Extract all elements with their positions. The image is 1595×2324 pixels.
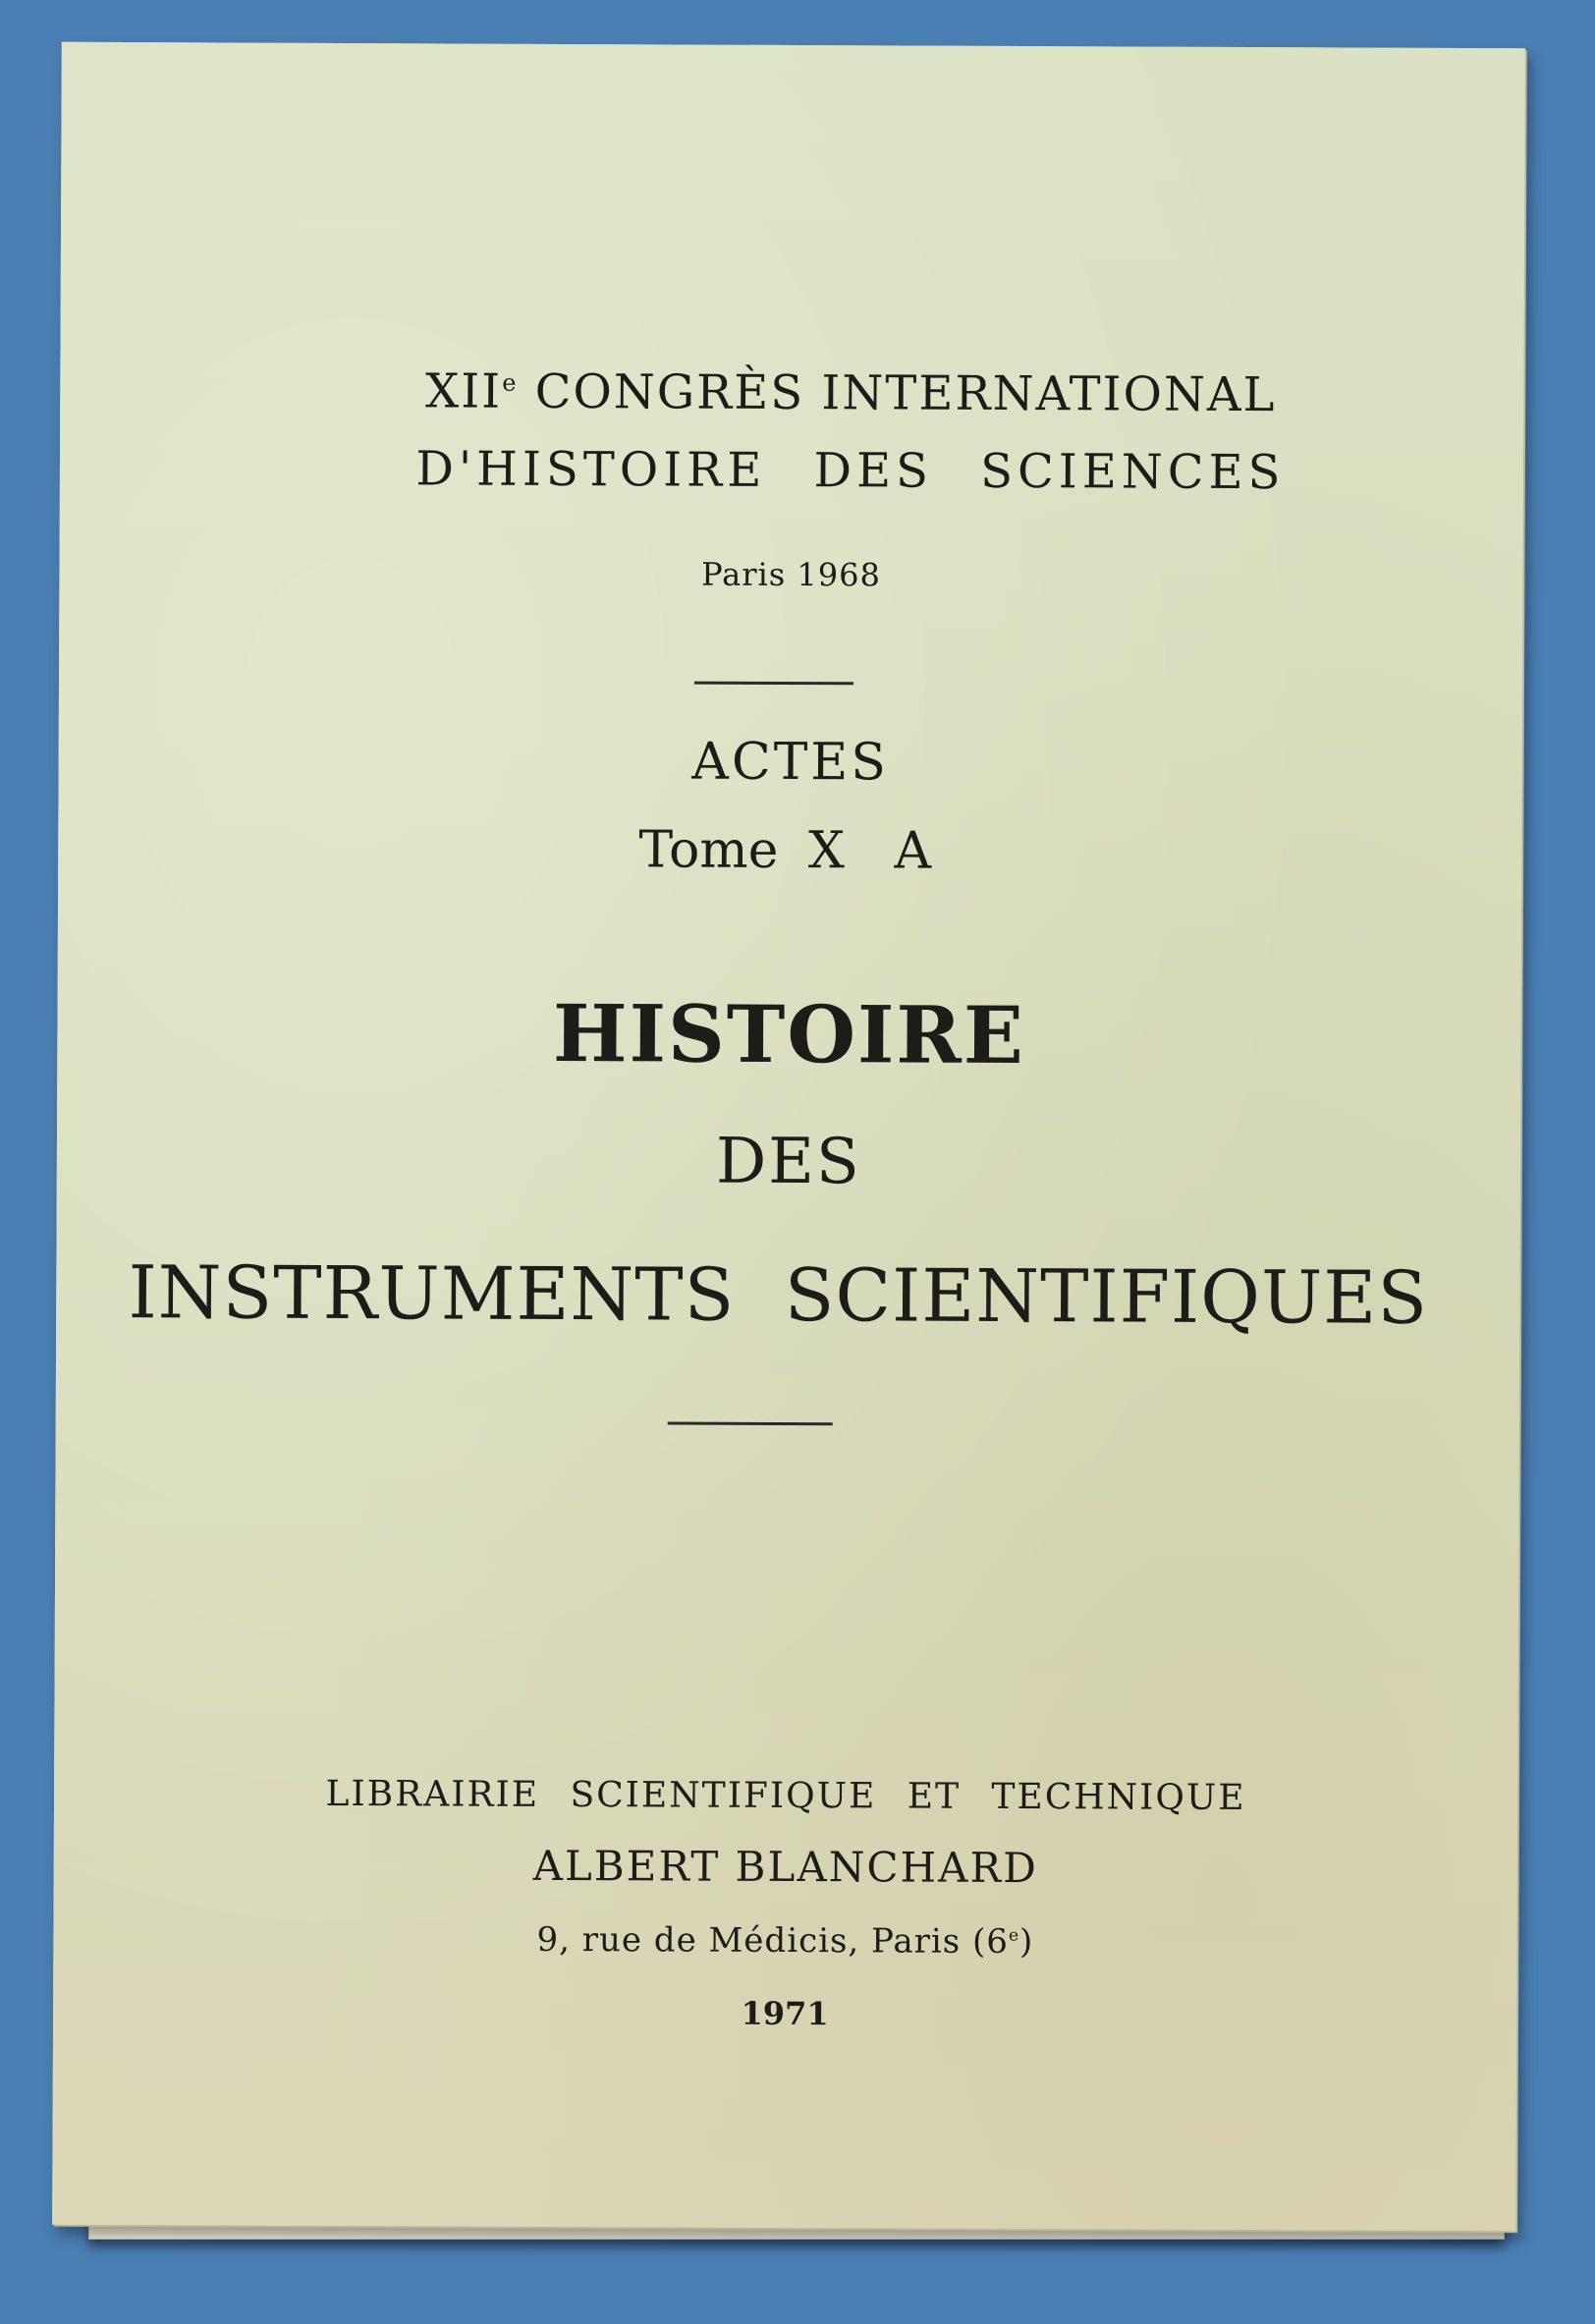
tome-number: X A (807, 821, 942, 881)
divider-rule-top (694, 682, 853, 686)
publication-year: 1971 (741, 1994, 829, 2033)
congress-name: CONGRÈS INTERNATIONAL (534, 363, 1277, 423)
tome-label: Tome (638, 820, 779, 880)
congress-title-line-1 (119, 362, 1582, 424)
book-title-line-2: DES (715, 1125, 861, 1199)
tome-line (58, 818, 1521, 884)
congress-title-line-2: D'HISTOIRE DES SCIENCES (415, 441, 1286, 501)
publisher-imprint: LIBRAIRIE SCIENTIFIQUE ET TECHNIQUE (325, 1773, 1246, 1819)
congress-ordinal: e (502, 368, 519, 397)
publisher-name: ALBERT BLANCHARD (532, 1841, 1038, 1893)
book-cover (52, 42, 1525, 2231)
divider-rule-bottom (668, 1421, 833, 1425)
book-title-line-3: INSTRUMENTS SCIENTIFIQUES (128, 1250, 1429, 1341)
book-title-line-1: HISTOIRE (552, 986, 1026, 1082)
congress-numeral: XII (424, 363, 503, 419)
congress-place-year: Paris 1968 (701, 555, 881, 594)
address-close: ) (1018, 1922, 1034, 1963)
series-label: ACTES (691, 732, 890, 793)
publisher-address (53, 1918, 1516, 1964)
address-main: 9, rue de Médicis, Paris (6 (536, 1919, 1010, 1962)
address-ordinal: e (1008, 1925, 1020, 1946)
